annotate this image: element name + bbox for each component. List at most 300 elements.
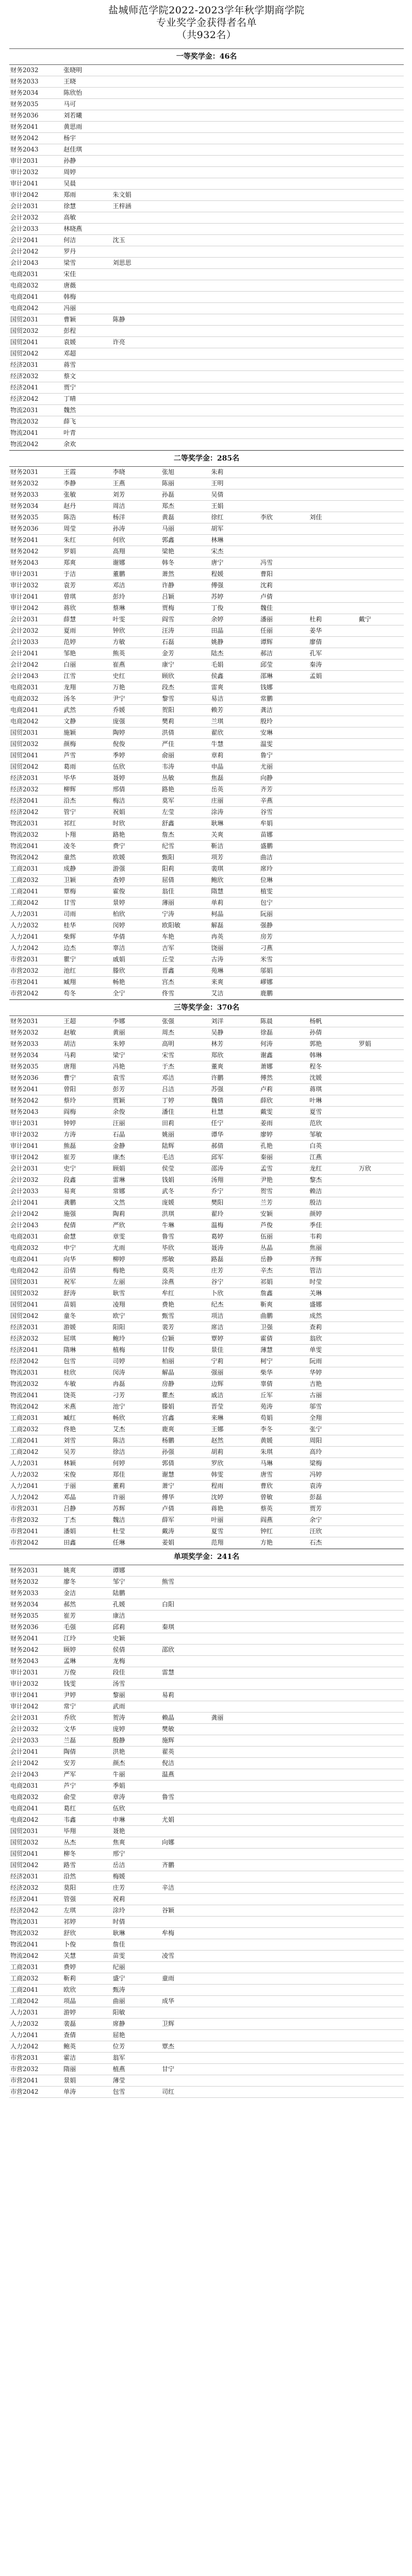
table-row <box>9 467 404 478</box>
student-name-cell <box>355 1152 404 1163</box>
table-row <box>9 1645 404 1656</box>
student-name-cell: 陈洁 <box>112 1437 125 1444</box>
student-name-cell: 靳莉 <box>63 1975 76 1982</box>
class-name-cell: 市营2032 <box>10 967 39 974</box>
class-name-cell: 审计2031 <box>10 157 39 164</box>
student-name-cell: 查倩 <box>63 2031 76 2039</box>
student-name-cell <box>305 1690 354 1701</box>
class-name-cell: 人力2032 <box>10 922 39 929</box>
award-table <box>9 65 404 450</box>
table-row <box>9 841 404 852</box>
student-name-cell: 时欣 <box>112 820 125 827</box>
class-name-cell: 国贸2032 <box>10 1290 39 1297</box>
student-name-cell: 赖洁 <box>309 1188 322 1195</box>
table-row <box>9 591 404 603</box>
table-row <box>9 1883 404 1894</box>
class-name-cell: 经济2041 <box>10 797 39 804</box>
student-name-cell: 郑佳 <box>112 1471 125 1478</box>
student-name-cell: 项洁 <box>211 1312 224 1319</box>
class-name-cell: 会计2033 <box>10 1188 39 1195</box>
student-name-cell <box>256 1905 305 1916</box>
table-row <box>9 1917 404 1928</box>
student-name-cell <box>256 1792 305 1803</box>
student-name-cell: 董莉 <box>112 1482 125 1489</box>
table-row <box>9 1333 404 1345</box>
table-row <box>9 2019 404 2030</box>
student-name-cell: 车艳 <box>162 933 175 940</box>
student-name-cell <box>158 1871 207 1882</box>
student-name-cell: 祝莉 <box>112 1895 125 1903</box>
student-name-cell <box>256 1849 305 1859</box>
student-name-cell: 于洁 <box>63 570 76 578</box>
student-name-cell <box>256 76 305 87</box>
student-name-cell <box>256 303 305 314</box>
student-name-cell: 向静 <box>260 774 273 782</box>
student-name-cell <box>256 110 305 121</box>
student-name-cell <box>158 1633 207 1644</box>
student-name-cell <box>305 326 354 336</box>
student-name-cell: 聂艳 <box>112 1827 125 1835</box>
student-name-cell: 曹欣 <box>260 1482 273 1489</box>
student-name-cell: 路磊 <box>211 1256 224 1263</box>
class-name-cell: 经济2032 <box>10 1884 39 1891</box>
student-name-cell: 魏佳 <box>260 604 273 612</box>
student-name-cell: 卢莉 <box>260 1086 273 1093</box>
student-name-cell <box>256 348 305 359</box>
student-name-cell <box>256 546 305 557</box>
class-name-cell: 电商2031 <box>10 1782 39 1789</box>
student-name-cell: 宫杰 <box>162 978 175 986</box>
student-name-cell: 翟英 <box>162 1748 175 1755</box>
student-name-cell <box>305 489 354 500</box>
table-row <box>9 829 404 841</box>
table-row <box>9 795 404 807</box>
student-name-cell <box>256 382 305 393</box>
student-name-cell <box>109 167 158 178</box>
student-name-cell: 覃杰 <box>162 2043 175 2050</box>
class-name-cell: 经济2031 <box>10 361 39 368</box>
student-name-cell <box>355 1803 404 1814</box>
student-name-cell <box>207 2075 256 2086</box>
student-name-cell: 孟娟 <box>309 672 322 680</box>
class-name-cell: 经济2031 <box>10 1324 39 1331</box>
student-name-cell: 祁娟 <box>260 1278 273 1285</box>
class-name-cell: 会计2033 <box>10 638 39 646</box>
class-name-cell: 市营2032 <box>10 1516 39 1523</box>
student-name-cell <box>207 280 256 291</box>
student-name-cell <box>305 314 354 325</box>
student-name-cell: 杨宇 <box>63 134 76 142</box>
table-row <box>9 1379 404 1390</box>
student-name-cell: 靳爽 <box>260 1301 273 1308</box>
student-name-cell <box>207 1577 256 1587</box>
class-name-cell: 审计2041 <box>10 1142 39 1149</box>
student-name-cell: 金静 <box>112 1142 125 1149</box>
student-name-cell: 丁杰 <box>63 1516 76 1523</box>
student-name-cell <box>109 110 158 121</box>
student-name-cell: 涂燕 <box>162 1278 175 1285</box>
student-name-cell: 颜杰 <box>112 1759 125 1767</box>
student-name-cell: 何婷 <box>112 1460 125 1467</box>
table-row <box>9 863 404 875</box>
student-name-cell <box>256 258 305 268</box>
student-name-cell: 黎丽 <box>112 1691 125 1699</box>
student-name-cell <box>355 841 404 852</box>
table-row <box>9 1837 404 1849</box>
table-row <box>9 1826 404 1837</box>
student-name-cell: 吴芳 <box>63 1448 76 1455</box>
class-name-cell: 工商2031 <box>10 1414 39 1421</box>
table-row <box>9 1611 404 1622</box>
student-name-cell: 田晶 <box>211 627 224 634</box>
student-name-cell: 卢倩 <box>260 593 273 600</box>
student-name-cell <box>355 489 404 500</box>
student-name-cell: 侯莹 <box>162 1165 175 1172</box>
student-name-cell: 管洁 <box>309 1267 322 1274</box>
table-row <box>9 144 404 156</box>
student-name-cell: 赖晶 <box>162 1714 175 1721</box>
student-name-cell <box>109 405 158 416</box>
table-row <box>9 886 404 897</box>
student-name-cell <box>256 167 305 178</box>
table-row <box>9 1667 404 1679</box>
student-name-cell <box>305 2041 354 2052</box>
class-name-cell: 会计2032 <box>10 627 39 634</box>
class-name-cell: 电商2031 <box>10 684 39 691</box>
student-name-cell <box>256 1917 305 1927</box>
student-name-cell <box>355 1826 404 1837</box>
student-name-cell <box>207 1996 256 2007</box>
student-name-cell: 万俊 <box>63 1669 76 1676</box>
student-name-cell: 牟梅 <box>162 1929 175 1937</box>
table-row <box>9 818 404 829</box>
student-name-cell: 边辉 <box>211 1380 224 1387</box>
student-name-cell: 唐翔 <box>63 1063 76 1070</box>
student-name-cell: 古涛 <box>211 956 224 963</box>
student-name-cell: 林芳 <box>211 1040 224 1047</box>
student-name-cell: 庄芳 <box>112 1884 125 1891</box>
student-name-cell: 刘思思 <box>112 259 131 266</box>
student-name-cell <box>355 1860 404 1871</box>
class-name-cell: 审计2042 <box>10 1154 39 1161</box>
class-name-cell: 财务2041 <box>10 1635 39 1642</box>
table-row <box>9 1027 404 1039</box>
student-name-cell: 席静 <box>112 2020 125 2027</box>
student-name-cell <box>207 2007 256 2018</box>
student-name-cell: 章涛 <box>112 1793 125 1801</box>
student-name-cell <box>256 1645 305 1655</box>
student-name-cell <box>207 303 256 314</box>
student-name-cell: 项芳 <box>211 854 224 861</box>
student-name-cell: 常宁 <box>63 1703 76 1710</box>
student-name-cell <box>305 965 354 976</box>
table-row <box>9 280 404 292</box>
student-name-cell: 夏雪 <box>211 1528 224 1535</box>
student-name-cell <box>207 235 256 246</box>
student-name-cell: 周莹 <box>63 525 76 532</box>
student-name-cell: 方敏 <box>112 638 125 646</box>
student-name-cell: 周阳 <box>309 1437 322 1444</box>
student-name-cell: 刁芳 <box>112 1392 125 1399</box>
student-name-cell: 兰芳 <box>260 1199 273 1206</box>
student-name-cell <box>158 394 207 404</box>
table-row <box>9 1656 404 1667</box>
student-name-cell: 甘俊 <box>162 1346 175 1353</box>
student-name-cell <box>305 467 354 478</box>
student-name-cell <box>207 1565 256 1576</box>
student-name-cell: 葛雨 <box>63 763 76 770</box>
student-name-cell: 尤娟 <box>162 1816 175 1823</box>
student-name-cell: 鲍玲 <box>112 1335 125 1342</box>
student-name-cell <box>355 1016 404 1027</box>
student-name-cell <box>355 1679 404 1689</box>
student-name-cell: 吴静 <box>211 1029 224 1036</box>
student-name-cell: 卜欣 <box>211 1290 224 1297</box>
student-name-cell: 覃婷 <box>211 1335 224 1342</box>
student-name-cell <box>158 212 207 223</box>
student-name-cell <box>207 65 256 76</box>
student-name-cell: 武冬 <box>162 1188 175 1195</box>
student-name-cell: 伍丽 <box>260 1233 273 1240</box>
student-name-cell <box>207 258 256 268</box>
student-name-cell <box>305 2019 354 2029</box>
student-name-cell: 龚鹏 <box>63 1199 76 1206</box>
class-name-cell: 电商2032 <box>10 282 39 289</box>
student-name-cell: 植雯 <box>260 888 273 895</box>
student-name-cell <box>305 603 354 614</box>
class-name-cell: 工商2041 <box>10 888 39 895</box>
student-name-cell: 袁媛 <box>63 338 76 346</box>
student-name-cell: 程雨 <box>211 1482 224 1489</box>
student-name-cell: 姚爽 <box>63 1567 76 1574</box>
class-name-cell: 国贸2042 <box>10 350 39 357</box>
class-name-cell: 会计2042 <box>10 661 39 668</box>
student-name-cell: 左丽 <box>112 1278 125 1285</box>
student-name-cell: 温梅 <box>211 1222 224 1229</box>
student-name-cell <box>305 1667 354 1678</box>
table-row <box>9 909 404 920</box>
class-name-cell: 电商2041 <box>10 706 39 714</box>
student-name-cell: 潘佳 <box>162 1108 175 1115</box>
student-name-cell: 樊敏 <box>162 1725 175 1733</box>
student-name-cell: 薄慧 <box>260 1346 273 1353</box>
student-name-cell: 管强 <box>63 1895 76 1903</box>
student-name-cell <box>355 1061 404 1072</box>
student-name-cell <box>305 110 354 121</box>
student-name-cell: 杜慧 <box>211 1108 224 1115</box>
student-name-cell: 涂涛 <box>211 808 224 816</box>
class-name-cell: 工商2031 <box>10 1963 39 1971</box>
student-name-cell: 安颖 <box>260 1210 273 1217</box>
student-name-cell: 薛军 <box>162 1516 175 1523</box>
student-name-cell: 段佳 <box>112 1669 125 1676</box>
student-name-cell <box>158 1611 207 1621</box>
student-name-cell: 侯倩 <box>112 1646 125 1653</box>
student-name-cell: 王娜 <box>211 1426 224 1433</box>
student-name-cell <box>256 501 305 512</box>
student-name-cell <box>305 224 354 234</box>
student-name-cell: 阮丽 <box>260 910 273 918</box>
student-name-cell: 倪洁 <box>162 1759 175 1767</box>
section-title: 单项奖学金：241名 <box>9 1549 404 1565</box>
student-name-cell: 伍欣 <box>112 763 125 770</box>
student-name-cell <box>355 1311 404 1321</box>
student-name-cell <box>355 886 404 897</box>
class-name-cell: 会计2043 <box>10 259 39 266</box>
student-name-cell: 隋丽 <box>63 2065 76 2073</box>
student-name-cell <box>305 954 354 965</box>
student-name-cell: 芦雪 <box>63 752 76 759</box>
student-name-cell: 段杰 <box>162 684 175 691</box>
student-name-cell <box>355 1458 404 1469</box>
student-name-cell <box>355 1401 404 1412</box>
student-name-cell: 席洁 <box>211 1324 224 1331</box>
student-name-cell <box>109 212 158 223</box>
student-name-cell <box>355 1883 404 1893</box>
student-name-cell <box>158 428 207 438</box>
student-name-cell: 屈倩 <box>162 876 175 884</box>
table-row <box>9 1577 404 1588</box>
student-name-cell: 方涛 <box>63 1131 76 1138</box>
student-name-cell: 王梓涵 <box>112 202 131 210</box>
table-row <box>9 1758 404 1769</box>
student-name-cell <box>256 2053 305 2063</box>
student-name-cell <box>256 1860 305 1871</box>
student-name-cell <box>256 360 305 370</box>
student-name-cell: 钟欣 <box>112 627 125 634</box>
student-name-cell: 米燕 <box>63 1403 76 1410</box>
student-name-cell <box>355 1996 404 2007</box>
student-name-cell: 严军 <box>63 1771 76 1778</box>
table-row <box>9 750 404 761</box>
student-name-cell: 刘佳 <box>309 514 322 521</box>
student-name-cell: 洪艳 <box>112 1748 125 1755</box>
table-row <box>9 167 404 178</box>
table-row <box>9 2075 404 2087</box>
student-name-cell: 万欣 <box>358 1165 371 1172</box>
class-name-cell: 工商2042 <box>10 1448 39 1455</box>
student-name-cell <box>256 1667 305 1678</box>
student-name-cell: 童雨 <box>162 1975 175 1982</box>
student-name-cell: 于丽 <box>63 1482 76 1489</box>
student-name-cell: 凌雪 <box>162 1952 175 1959</box>
student-name-cell <box>158 405 207 416</box>
student-name-cell: 甘雪 <box>63 899 76 906</box>
student-name-cell: 鲍欣 <box>211 876 224 884</box>
class-name-cell: 财务2043 <box>10 1108 39 1115</box>
student-name-cell <box>256 405 305 416</box>
class-name-cell: 物流2042 <box>10 854 39 861</box>
student-name-cell <box>207 133 256 144</box>
student-name-cell: 左莹 <box>162 808 175 816</box>
student-name-cell <box>305 739 354 750</box>
section-title: 一等奖学金：46名 <box>9 48 404 65</box>
table-row <box>9 428 404 439</box>
student-name-cell: 俞莹 <box>63 1793 76 1801</box>
table-row <box>9 557 404 569</box>
student-name-cell: 霍洁 <box>63 2054 76 2061</box>
student-name-cell: 牛琳 <box>162 1222 175 1229</box>
student-name-cell: 佟雪 <box>162 990 175 997</box>
student-name-cell: 罗欣 <box>211 1460 224 1467</box>
student-name-cell: 强静 <box>260 922 273 929</box>
table-row <box>9 235 404 246</box>
student-name-cell: 季佳 <box>309 1222 322 1229</box>
student-name-cell: 彭程 <box>63 327 76 334</box>
student-name-cell: 吴晨 <box>63 180 76 187</box>
student-name-cell <box>355 829 404 840</box>
student-name-cell: 董爽 <box>211 1063 224 1070</box>
student-name-cell <box>355 2064 404 2075</box>
student-name-cell: 胡洁 <box>63 1040 76 1047</box>
student-name-cell <box>256 489 305 500</box>
class-name-cell: 审计2042 <box>10 604 39 612</box>
student-name-cell <box>207 2030 256 2041</box>
student-name-cell: 谢娜 <box>112 559 125 566</box>
student-name-cell <box>355 1690 404 1701</box>
class-name-cell: 财务2043 <box>10 146 39 153</box>
class-name-cell: 会计2043 <box>10 1771 39 1778</box>
student-name-cell: 周杰 <box>162 1029 175 1036</box>
student-name-cell <box>158 337 207 348</box>
student-name-cell <box>305 1803 354 1814</box>
student-name-cell <box>305 863 354 874</box>
table-row <box>9 439 404 450</box>
table-row <box>9 1311 404 1322</box>
student-name-cell: 欧媛 <box>112 854 125 861</box>
student-name-cell <box>256 88 305 98</box>
student-name-cell: 项晶 <box>63 1997 76 2005</box>
student-name-cell: 韦鑫 <box>63 1816 76 1823</box>
student-name-cell <box>355 1220 404 1231</box>
student-name-cell <box>256 212 305 223</box>
student-name-cell <box>305 852 354 863</box>
student-name-cell: 任琳 <box>112 1539 125 1546</box>
class-name-cell: 财务2032 <box>10 66 39 74</box>
student-name-cell <box>355 1515 404 1526</box>
student-name-cell <box>158 1985 207 1995</box>
student-name-cell: 杨帆 <box>309 1018 322 1025</box>
table-row <box>9 1747 404 1758</box>
class-name-cell: 审计2031 <box>10 1120 39 1127</box>
student-name-cell: 严佳 <box>162 740 175 748</box>
student-name-cell <box>355 1565 404 1576</box>
table-row <box>9 1781 404 1792</box>
student-name-cell: 曲洁 <box>260 854 273 861</box>
class-name-cell: 会计2032 <box>10 1176 39 1183</box>
student-name-cell: 邓超 <box>63 350 76 357</box>
student-name-cell: 夏雪 <box>309 1108 322 1115</box>
student-name-cell <box>207 122 256 132</box>
table-row <box>9 603 404 614</box>
class-name-cell: 电商2031 <box>10 270 39 278</box>
table-row <box>9 1447 404 1458</box>
student-name-cell <box>305 235 354 246</box>
student-name-cell: 丘军 <box>260 1392 273 1399</box>
student-name-cell: 舒涛 <box>63 1290 76 1297</box>
student-name-cell <box>305 88 354 98</box>
student-name-cell: 宋佳 <box>63 270 76 278</box>
award-section <box>9 999 404 1549</box>
class-name-cell: 财务2034 <box>10 89 39 96</box>
table-row <box>9 1367 404 1379</box>
student-name-cell <box>355 1447 404 1458</box>
table-row <box>9 580 404 591</box>
table-row <box>9 478 404 489</box>
student-name-cell <box>207 428 256 438</box>
student-name-cell: 鲁雪 <box>162 1793 175 1801</box>
student-name-cell <box>256 1565 305 1576</box>
